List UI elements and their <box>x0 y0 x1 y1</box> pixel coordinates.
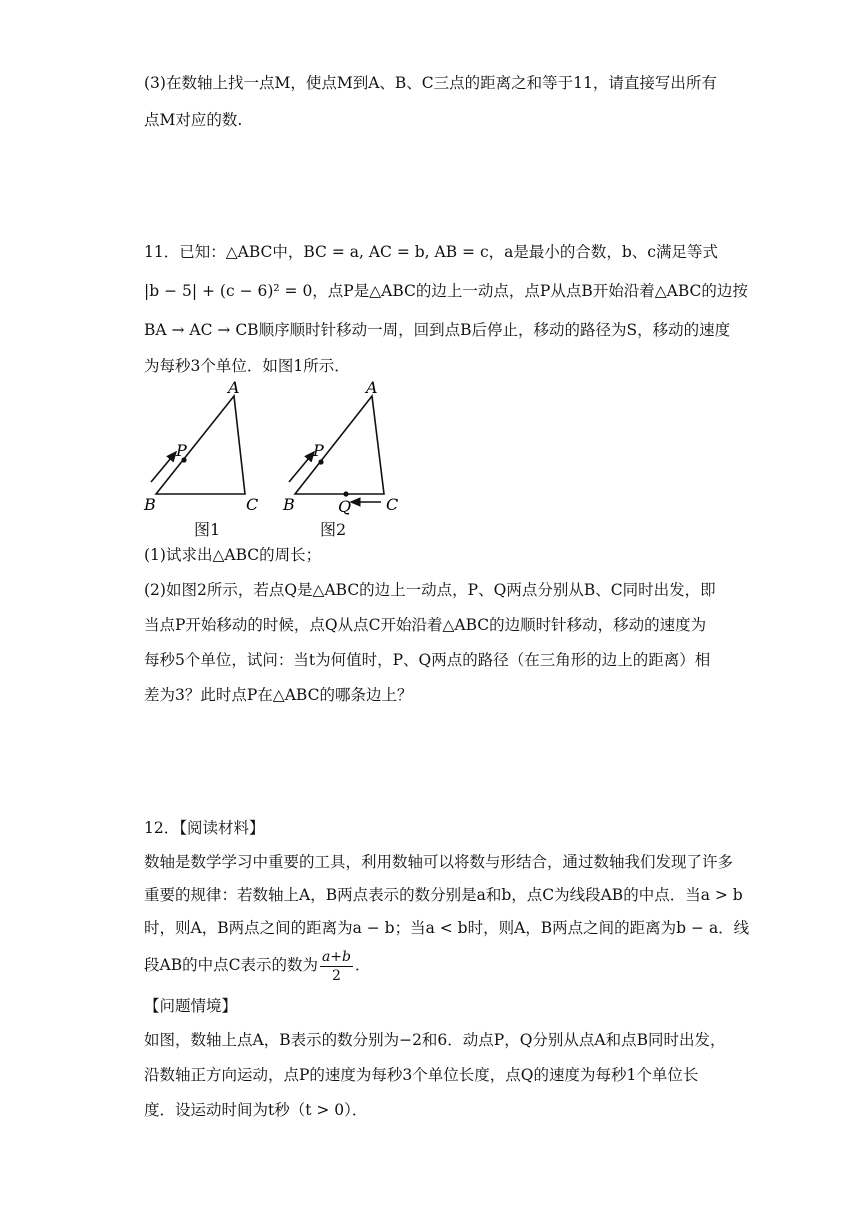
label-c: C <box>246 495 259 514</box>
figure-2-caption: 图2 <box>320 520 347 539</box>
text-line: 如图，数轴上点A，B表示的数分别为−2和6．动点P，Q分别从点A和点B同时出发， <box>144 1031 726 1049</box>
text-line: |b − 5| + (c − 6)² = 0，点P是△ABC的边上一动点，点P从点B开始沿着△ABC的边按 <box>144 282 748 300</box>
figure-1 <box>143 378 258 514</box>
text-line: 每秒5个单位，试问：当t为何值时，P、Q两点的路径（在三角形的边上的距离）相 <box>144 651 711 669</box>
label-p: P <box>176 441 187 460</box>
fraction-denominator: 2 <box>332 967 341 984</box>
direction-arrow <box>289 452 314 482</box>
fraction <box>320 948 353 985</box>
text-line: 11．已知：△ABC中，BC = a, AC = b, AB = c，a是最小的合数，b、c满足等式 <box>144 243 718 261</box>
figure-1-caption: 图1 <box>194 520 221 539</box>
text-line: 数轴是数学学习中重要的工具，利用数轴可以将数与形结合，通过数轴我们发现了许多 <box>144 853 734 871</box>
section-subtitle: 【问题情境】 <box>144 997 238 1015</box>
point-p-dot <box>318 459 323 464</box>
text-line <box>144 946 371 985</box>
text-line: 当点P开始移动的时候，点Q从点C开始沿着△ABC的边顺时针移动，移动的速度为 <box>144 616 707 634</box>
text-line: (3)在数轴上找一点M，使点M到A、B、C三点的距离之和等于11，请直接写出所有 <box>144 74 717 92</box>
triangle-abc <box>156 396 245 494</box>
fraction-numerator: a+b <box>321 948 351 965</box>
point-q-dot <box>343 491 348 496</box>
figure-2 <box>282 378 398 516</box>
text-fragment: ． <box>355 956 371 974</box>
text-line: 差为3？此时点P在△ABC的哪条边上？ <box>144 686 413 704</box>
text-line: 为每秒3个单位．如图1所示． <box>144 357 350 375</box>
text-line: 点M对应的数. <box>144 111 243 129</box>
triangle-abc <box>295 396 384 494</box>
text-line: 重要的规律：若数轴上A，B两点表示的数分别是a和b，点C为线段AB的中点．当a > b <box>144 886 743 904</box>
label-q: Q <box>338 497 352 516</box>
section-title: 12．【阅读材料】 <box>144 819 265 837</box>
label-b: B <box>283 495 295 514</box>
text-fragment: 段AB的中点C表示的数为 <box>144 956 318 974</box>
label-a: A <box>366 378 378 397</box>
text-line: BA → AC → CB顺序顺时针移动一周，回到点B后停止，移动的路径为S，移动的速度 <box>144 321 731 339</box>
text-line: 沿数轴正方向运动，点P的速度为每秒3个单位长度，点Q的速度为每秒1个单位长 <box>144 1066 699 1084</box>
direction-arrow <box>151 452 176 482</box>
label-p: P <box>313 441 324 460</box>
text-line: (1)试求出△ABC的周长； <box>144 546 322 564</box>
label-c: C <box>386 495 399 514</box>
text-line: 时，则A，B两点之间的距离为a − b；当a < b时，则A，B两点之间的距离为b − a．线 <box>144 919 750 937</box>
text-line: 度．设运动时间为t秒（t > 0）． <box>144 1101 368 1119</box>
text-line: (2)如图2所示，若点Q是△ABC的边上一动点，P、Q两点分别从B、C同时出发，即 <box>144 581 716 599</box>
triangle-figures <box>138 378 418 538</box>
label-a: A <box>228 378 240 397</box>
label-b: B <box>144 495 156 514</box>
